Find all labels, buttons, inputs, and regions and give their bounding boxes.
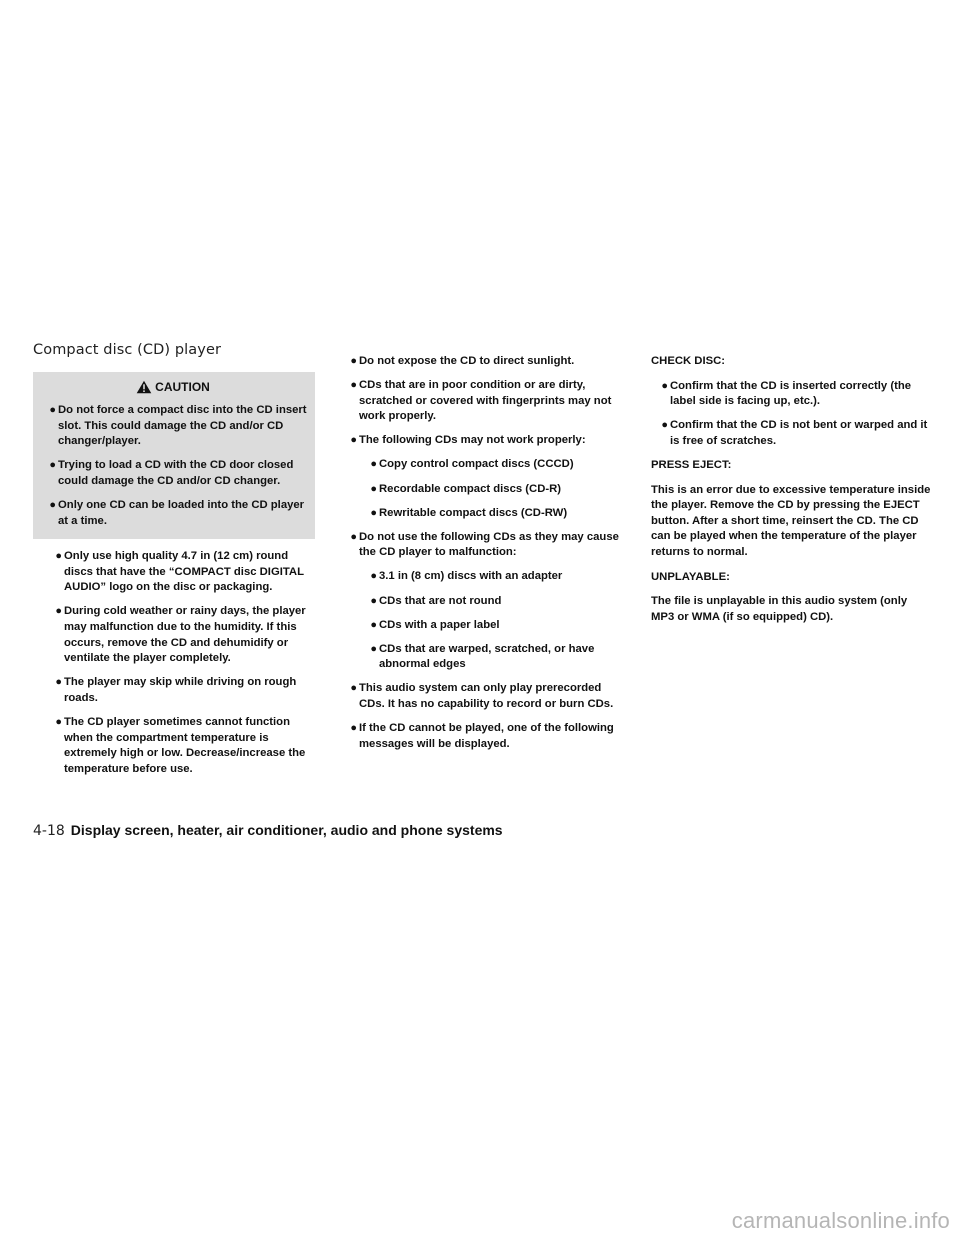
list-item: ● The player may skip while driving on rough roads. [45,675,315,706]
column-1 [33,330,315,786]
list-item: ● During cold weather or rainy days, the player may malfunction due to the humidity. If this occurs, remove the CD and dehumidify or ventilate the player completely. [45,604,315,666]
bullet-icon: ● [350,722,357,735]
sub-list-item: ● CDs that are warped, scratched, or have abnormal edges [360,642,622,673]
bullet-icon: ● [350,682,357,695]
sub-list-item: ● Rewritable compact discs (CD-RW) [360,506,622,522]
sub-list-item: ● Copy control compact discs (CCCD) [360,457,622,473]
list-item: ● Confirm that the CD is inserted correctly (the label side is facing up, etc.). [651,379,933,410]
list-item: ● The following CDs may not work properly: [340,433,622,449]
warning-icon [136,380,152,394]
check-disc-heading: CHECK DISC: [651,355,726,367]
bullet-icon: ● [350,434,357,447]
bullet-icon: ● [661,419,668,432]
bullet-icon: ● [55,550,62,563]
sub-list-item: ● Recordable compact discs (CD-R) [360,482,622,498]
list-item: ● The CD player sometimes cannot function when the compartment temperature is extremely high or low. Decrease/increase the temperature before use. [45,715,315,777]
list-item: ● Do not use the following CDs as they may cause the CD player to malfunction: [340,530,622,561]
bullet-icon: ● [49,404,56,416]
bullet-icon: ● [370,482,377,495]
press-eject-heading: PRESS EJECT: [651,458,732,471]
caution-label: CAUTION [155,380,210,394]
sub-list-item: ● CDs with a paper label [360,618,622,634]
bullet-icon: ● [370,618,377,631]
column-3 [651,330,933,634]
bullet-icon: ● [370,594,377,607]
page-footer [33,822,503,839]
column-2 [340,330,622,761]
bullet-icon: ● [350,379,357,392]
chapter-title: Display screen, heater, air conditioner, audio and phone systems [70,822,503,838]
caution-item: ● Only one CD can be loaded into the CD player at a time. [39,498,307,529]
sub-list-item: ● CDs that are not round [360,594,622,610]
caution-item: ● Trying to load a CD with the CD door closed could damage the CD and/or CD changer. [39,458,307,489]
bullet-icon: ● [55,716,62,728]
bullet-icon: ● [370,458,377,471]
list-item: ● CDs that are in poor condition or are dirty, scratched or covered with fingerprints may not work properly. [340,378,622,425]
bullet-icon: ● [49,459,56,472]
bullet-icon: ● [350,355,357,367]
list-item: ● Confirm that the CD is not bent or warped and it is free of scratches. [651,418,933,449]
section-title: Compact disc (CD) player [33,342,222,358]
caution-item: ● Do not force a compact disc into the CD insert slot. This could damage the CD and/or CD changer/player. [39,403,307,450]
bullet-icon: ● [55,676,62,689]
bullet-icon: ● [370,570,377,583]
caution-heading [39,380,307,394]
bullet-icon: ● [55,605,62,618]
bullet-icon: ● [49,498,56,511]
unplayable-heading: UNPLAYABLE: [651,570,730,583]
bullet-icon: ● [350,530,357,543]
caution-box [33,372,315,539]
press-eject-text: This is an error due to excessive temperature inside the player. Remove the CD by pressing the EJECT button. After a short time, reinsert the CD. The CD can be played when the temperature of the player returns to normal. [651,483,931,558]
page-number: 4-18 [33,823,65,839]
watermark: carmanualsonline.info [731,1208,950,1233]
bullet-icon: ● [370,642,377,655]
list-item: ● If the CD cannot be played, one of the following messages will be displayed. [340,721,622,752]
sub-list-item: ● 3.1 in (8 cm) discs with an adapter [360,569,622,585]
unplayable-text: The file is unplayable in this audio system (only MP3 or WMA (if so equipped) CD). [651,595,908,623]
list-item: ● Do not expose the CD to direct sunlight. [340,354,622,370]
bullet-icon: ● [370,506,377,519]
list-item: ● This audio system can only play prerecorded CDs. It has no capability to record or burn CDs. [340,681,622,712]
bullet-icon: ● [661,379,668,392]
list-item: ● Only use high quality 4.7 in (12 cm) round discs that have the “COMPACT disc DIGITAL AUDIO” logo on the disc or packaging. [45,549,315,596]
